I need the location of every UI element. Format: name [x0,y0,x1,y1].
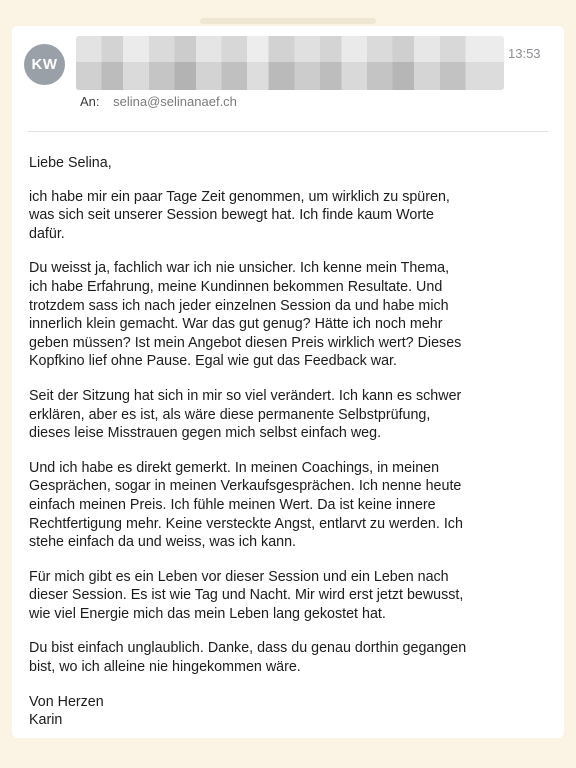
message-paragraph: Du weisst ja, fachlich war ich nie unsicher. Ich kenne mein Thema, ich habe Erfahrung, meine Kundinnen bekommen Resultate. Und trotzdem sass ich nach jeder einzelnen Session da und habe mich innerlich klein gemacht. War das gut genug? Hätte ich noch mehr geben müssen? Ist mein Angebot diesen Preis wirklich wert? Dieses Kopfkino lief ohne Pause. Egal wie gut das Feedback war. [29,260,462,370]
message-closing: Von Herzen [29,693,104,710]
message-greeting: Liebe Selina, [29,155,112,171]
message-paragraph: Und ich habe es direkt gemerkt. In meinen Coachings, in meinen Gesprächen, sogar in meinen Verkaufsgesprächen. Ich nenne heute einfach meinen Preis. Ich fühle meinen Wert. Da ist keine innere Rechtfertigung mehr. Keine versteckte Angst, entlarvt zu werden. Ich stehe einfach da und weiss, was ich kann. [29,459,463,551]
top-drag-strip [200,18,376,24]
message-body [29,154,559,730]
recipient-row [80,94,237,109]
header-divider [28,131,548,132]
message-paragraph: Seit der Sitzung hat sich in mir so viel verändert. Ich kann es schwer erklären, aber es ist, als wäre diese permanente Selbstprüfung, dieses leise Misstrauen gegen mich selbst einfach weg. [29,387,462,442]
redacted-sender-name[interactable] [76,36,504,90]
sender-avatar[interactable] [24,44,65,85]
avatar-initials: KW [31,56,58,73]
recipient-address[interactable]: selina@selinanaef.ch [113,94,237,109]
message-paragraph: Du bist einfach unglaublich. Danke, dass du genau dorthin gegangen bist, wo ich alleine nie hingekommen wäre. [29,640,467,676]
message-paragraph: ich habe mir ein paar Tage Zeit genommen, um wirklich zu spüren, was sich seit unserer Session bewegt hat. Ich finde kaum Worte dafür. [29,188,450,242]
message-time: 13:53 [508,46,541,61]
recipient-label: An: [80,94,100,109]
message-paragraph: Für mich gibt es ein Leben vor dieser Session und ein Leben nach dieser Session. Es ist wie Tag und Nacht. Mir wird erst jetzt bewusst, wie viel Energie mich das mein Leben lang gekostet hat. [29,568,464,622]
message-signature: Karin [29,712,63,729]
